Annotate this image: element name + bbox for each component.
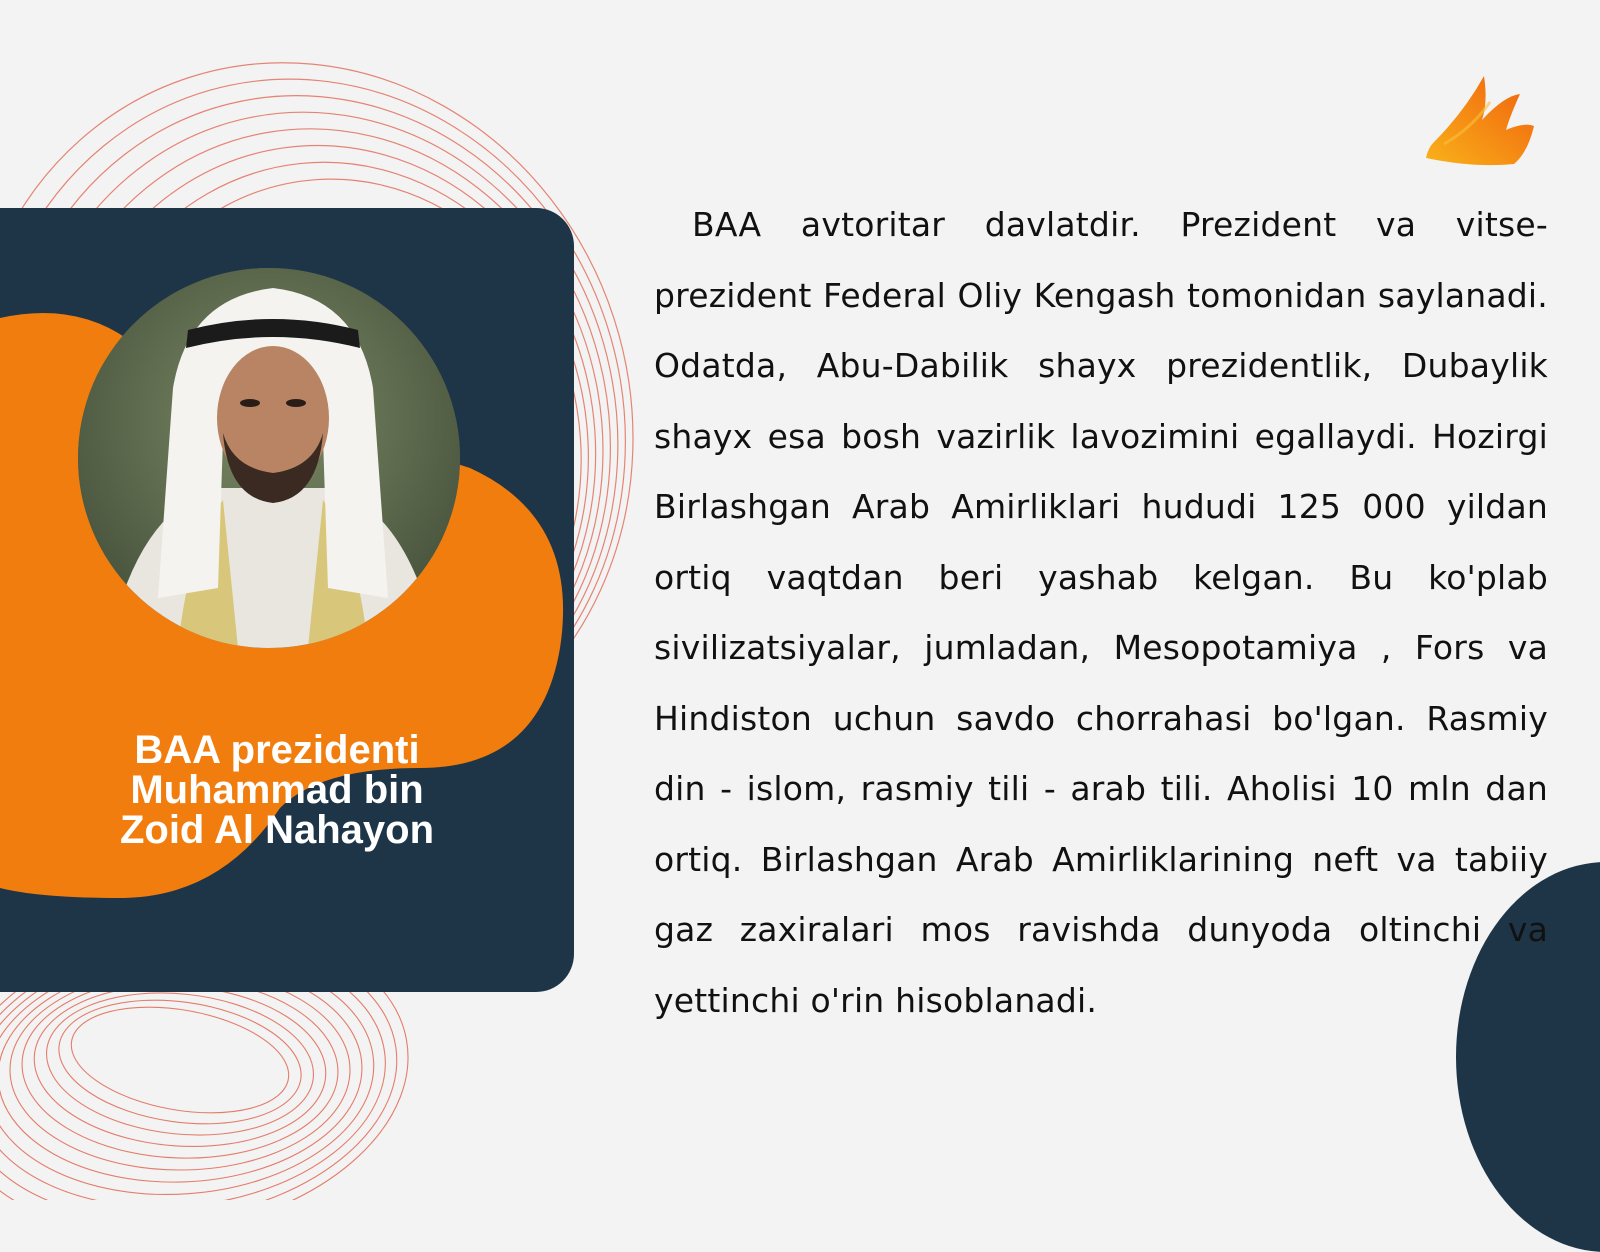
flame-wing-logo-icon [1424, 72, 1536, 168]
body-paragraph: BAA avtoritar davlatdir. Prezident va vitse-prezident Federal Oliy Kengash tomonidan saylanadi. Odatda, Abu-Dabilik shayx prezidentlik, Dubaylik shayx esa bosh vazirlik lavozimini egallaydi. Hozirgi Birlashgan Arab Amirliklari hududi 125 000 yildan ortiq vaqtdan beri yashab kelgan. Bu ko'plab sivilizatsiyalar, jumladan, Mesopotamiya , Fors va Hindiston uchun savdo chorrahasi bo'lgan. Rasmiy din - islom, rasmiy tili - arab tili. Aholisi 10 mln dan ortiq. Birlashgan Arab Amirliklarining neft va tabiiy gaz zaxiralari mos ravishda dunyoda oltinchi va yettinchi o'rin hisoblanadi. [654, 205, 1548, 1020]
portrait-caption [20, 730, 534, 850]
caption-line-3: Zoid Al Nahayon [119, 808, 435, 852]
portrait-photo [78, 268, 460, 648]
president-card [0, 208, 574, 992]
caption-line-1: BAA prezidenti [134, 728, 420, 772]
caption-line-2: Muhammad bin [130, 768, 424, 812]
